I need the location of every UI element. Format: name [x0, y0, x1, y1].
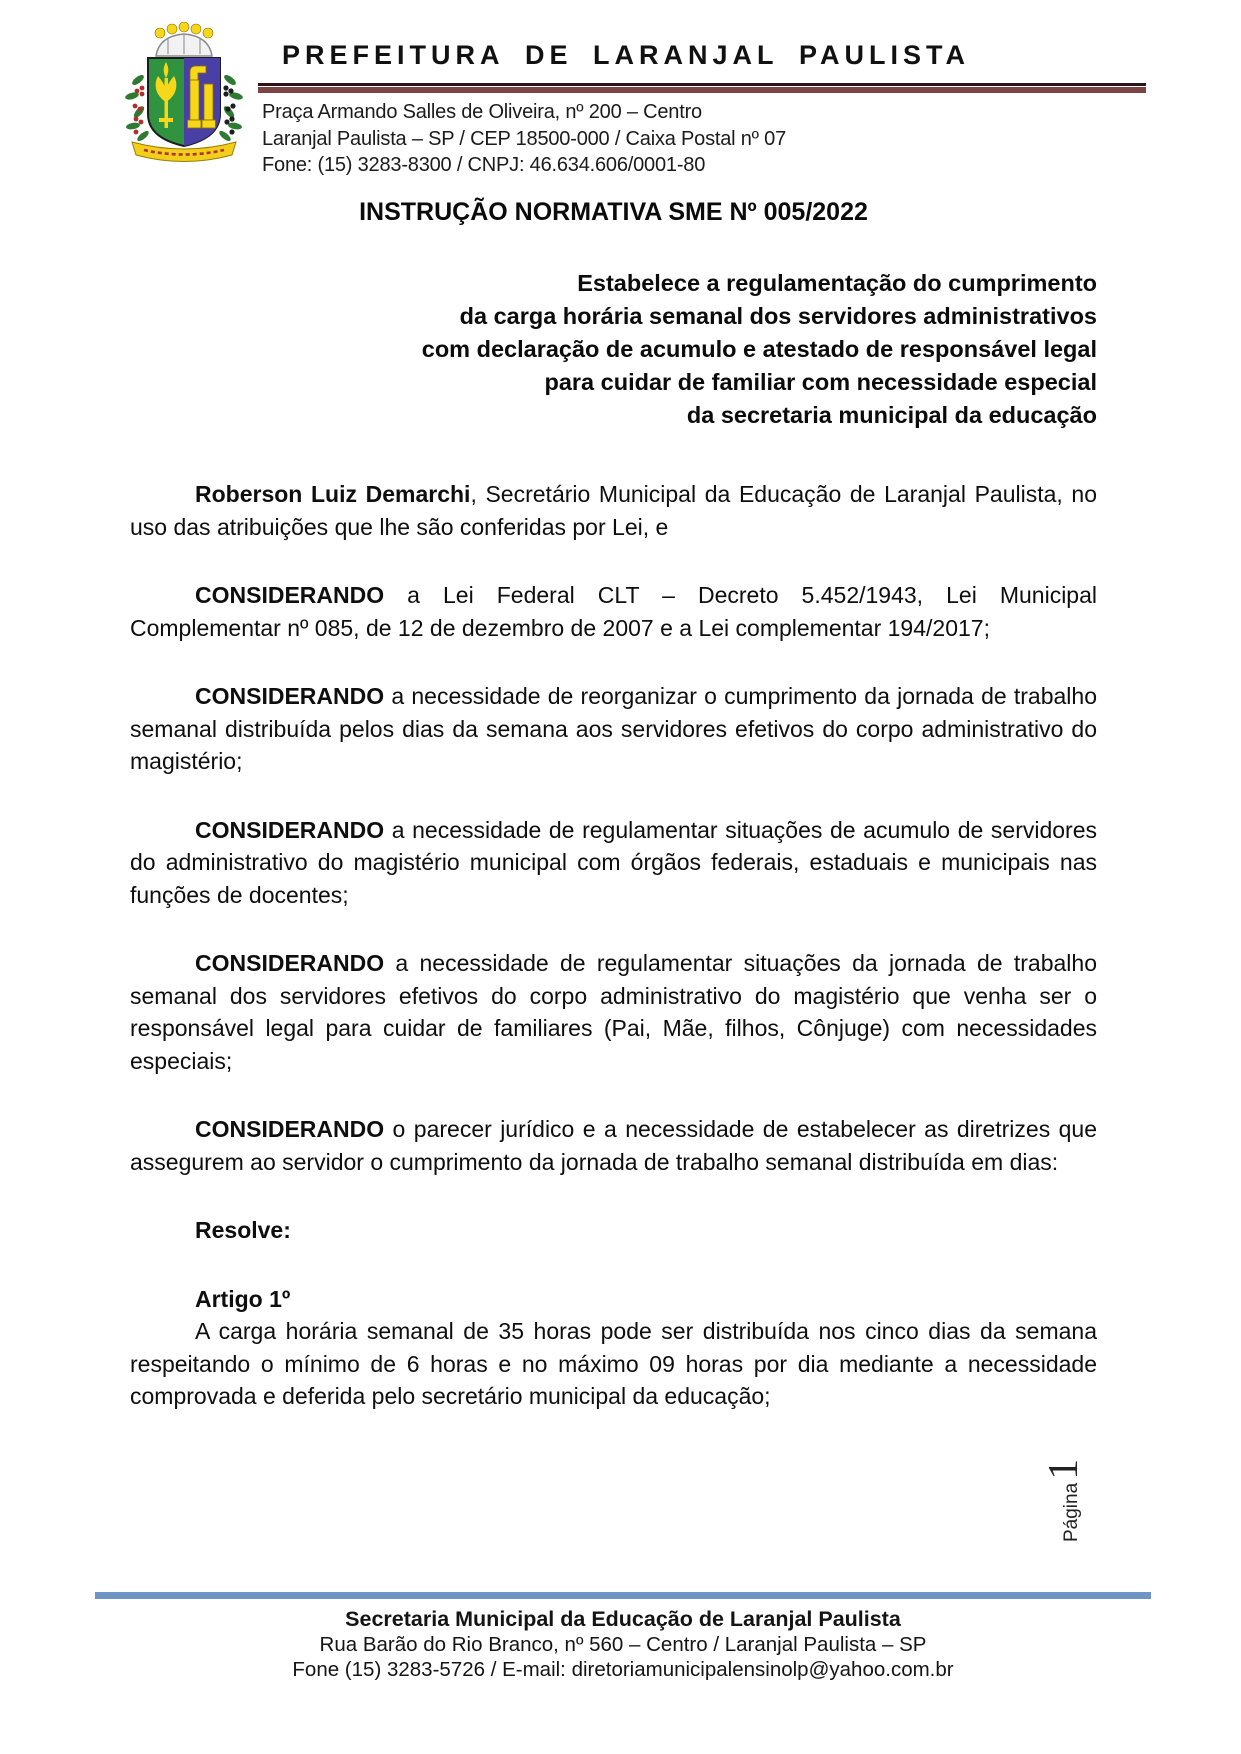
header-divider-thick-line — [258, 87, 1146, 93]
considerando-paragraph-2 — [130, 680, 1097, 778]
page-number-value: 1 — [1041, 1458, 1087, 1480]
header-title-word: PAULISTA — [798, 40, 970, 70]
considerando-text: o parecer jurídico e a necessidade de estabelecer as diretrizes que assegurem ao servidor o cumprimento da jornada de trabalho semanal distribuída em dias: — [130, 1116, 1097, 1175]
considerando-paragraph-3 — [130, 814, 1097, 912]
page-number — [1040, 1432, 1090, 1542]
header-title-word: PREFEITURA — [282, 40, 505, 70]
address-line-2: Laranjal Paulista – SP / CEP 18500-000 / Caixa Postal nº 07 — [262, 127, 786, 150]
footer-line-2: Rua Barão do Rio Branco, nº 560 – Centro / Laranjal Paulista – SP — [319, 1633, 927, 1656]
header-divider-thin-line — [258, 83, 1146, 86]
citation-block — [130, 267, 1097, 432]
considerando-paragraph-1 — [130, 579, 1097, 644]
header-title-word: LARANJAL — [593, 40, 779, 70]
footer-line-1: Secretaria Municipal da Educação de Laranjal Paulista — [345, 1607, 901, 1631]
header-title — [282, 40, 970, 71]
footer-divider — [95, 1592, 1151, 1599]
considerando-text: a necessidade de regulamentar situações da jornada de trabalho semanal dos servidores efetivos do corpo administrativo do magistério que venha ser o responsável legal para cuidar de familiares (Pai, Mãe, filhos, Cônjuge) com necessidades especiais; — [130, 950, 1097, 1074]
considerando-paragraph-5 — [130, 1113, 1097, 1178]
considerando-label: CONSIDERANDO — [195, 683, 385, 709]
resolve-heading: Resolve: — [195, 1217, 291, 1243]
address-line-1: Praça Armando Salles de Oliveira, nº 200 – Centro — [262, 101, 702, 123]
header-divider — [258, 83, 1146, 93]
header-address-block — [262, 99, 786, 179]
artigo-1-paragraph: A carga horária semanal de 35 horas pode ser distribuída nos cinco dias da semana respeitando o mínimo de 6 horas e no máximo 09 horas por dia mediante a necessidade comprovada e deferida pelo secretário municipal da educação; — [130, 1318, 1097, 1409]
header-title-word: DE — [525, 40, 573, 70]
citation-line: Estabelece a regulamentação do cumprimento — [577, 270, 1097, 296]
citation-line: com declaração de acumulo e atestado de responsável legal — [421, 336, 1097, 362]
considerando-text: a necessidade de regulamentar situações de acumulo de servidores do administrativo do magistério municipal com órgãos federais, estaduais e municipais nas funções de docentes; — [130, 816, 1097, 908]
page-number-label: Página — [1061, 1482, 1082, 1542]
artigo-1-heading: Artigo 1º — [195, 1285, 291, 1312]
coat-of-arms-icon — [118, 22, 250, 162]
considerando-label: CONSIDERANDO — [195, 1116, 385, 1142]
secretary-name: Roberson Luiz Demarchi — [195, 481, 471, 507]
considerando-label: CONSIDERANDO — [195, 950, 385, 976]
document-title: INSTRUÇÃO NORMATIVA SME Nº 005/2022 — [359, 198, 868, 226]
citation-line: da secretaria municipal da educação — [686, 402, 1097, 428]
citation-line: para cuidar de familiar com necessidade especial — [544, 369, 1097, 395]
preamble-paragraph — [130, 478, 1097, 543]
footer-block — [95, 1607, 1151, 1682]
considerando-paragraph-4 — [130, 947, 1097, 1077]
document-body — [130, 198, 1097, 1413]
coat-of-arms-logo — [118, 22, 250, 162]
considerando-label: CONSIDERANDO — [195, 816, 385, 843]
citation-line: da carga horária semanal dos servidores administrativos — [459, 303, 1097, 329]
considerando-text: a Lei Federal CLT – Decreto 5.452/1943, Lei Municipal Complementar nº 085, de 12 de dezembro de 2007 e a Lei complementar 194/2017; — [130, 582, 1097, 641]
preamble-text: , Secretário Municipal da Educação de Laranjal Paulista, no uso das atribuições que lhe são conferidas por Lei, e — [130, 481, 1098, 540]
address-line-3: Fone: (15) 3283-8300 / CNPJ: 46.634.606/0001-80 — [262, 154, 706, 176]
considerando-text: a necessidade de reorganizar o cumprimento da jornada de trabalho semanal distribuída pelos dias da semana aos servidores efetivos do corpo administrativo do magistério; — [130, 683, 1097, 774]
footer-line-3: Fone (15) 3283-5726 / E-mail: diretoriamunicipalensinolp@yahoo.com.br — [292, 1658, 954, 1681]
considerando-label: CONSIDERANDO — [195, 582, 385, 608]
